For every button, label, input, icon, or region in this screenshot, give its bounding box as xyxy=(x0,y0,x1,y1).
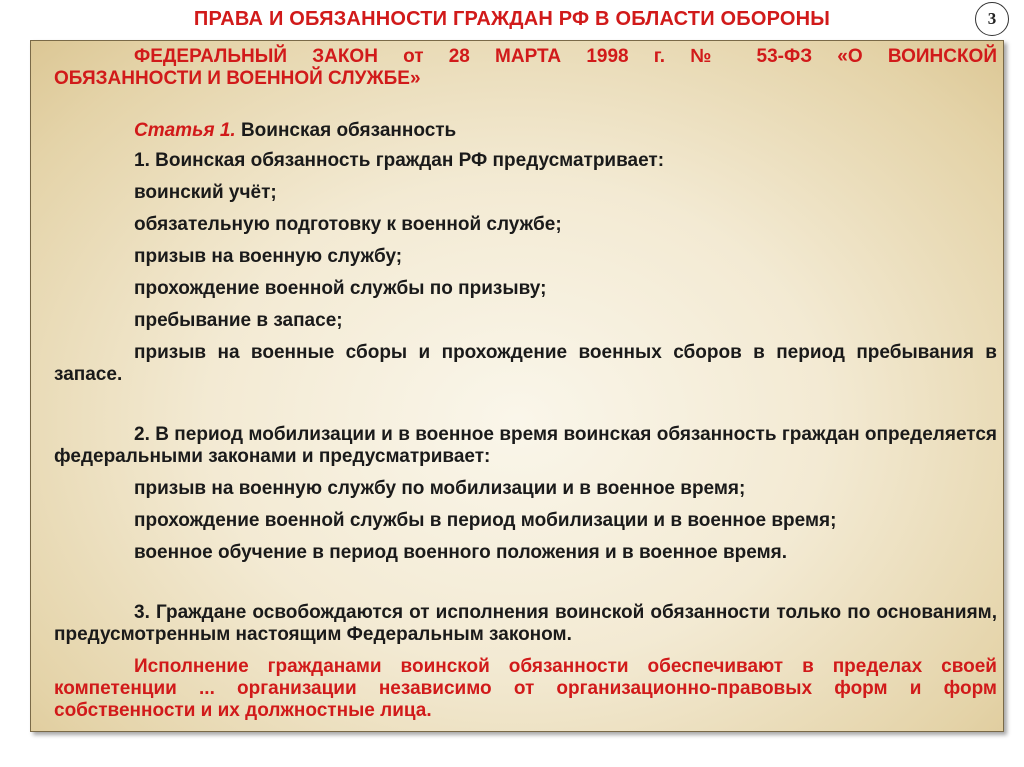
article-label: Статья 1. xyxy=(134,120,236,141)
section1-item-5: пребывание в запасе; xyxy=(134,310,343,331)
section3-note: Исполнение гражданами воинской обязанности обеспечивают в пределах своей компетенции ... организации независимо от организационно-правовых форм и форм собственности и их должностные лица. xyxy=(54,656,997,721)
section1-item-3: призыв на военную службу; xyxy=(134,246,403,267)
section2-intro: 2. В период мобилизации и в военное время воинская обязанность граждан определяется федеральными законами и предусматривает: xyxy=(54,424,997,467)
law-title-line1: ФЕДЕРАЛЬНЫЙ ЗАКОН от 28 МАРТА 1998 г. № 53-ФЗ «О ВОИНСКОЙ xyxy=(134,46,997,67)
section1-item-6: призыв на военные сборы и прохождение военных сборов в период пребывания в запасе. xyxy=(54,342,997,385)
section2-item-1: призыв на военную службу по мобилизации и в военное время; xyxy=(134,478,746,499)
section1-item-2: обязательную подготовку к военной службе; xyxy=(134,214,562,235)
section3-text: 3. Граждане освобождаются от исполнения воинской обязанности только по основаниям, предусмотренным настоящим Федеральным законом. xyxy=(54,602,997,645)
section1-item-4: прохождение военной службы по призыву; xyxy=(134,278,547,299)
page-number-badge: 3 xyxy=(975,2,1009,36)
law-title xyxy=(54,46,997,90)
article-heading xyxy=(54,120,997,142)
slide-content xyxy=(54,46,997,722)
law-title-line2: ОБЯЗАННОСТИ И ВОЕННОЙ СЛУЖБЕ» xyxy=(54,68,421,89)
article-name: Воинская обязанность xyxy=(235,120,457,141)
section1-item-1: воинский учёт; xyxy=(134,182,277,203)
section2-item-2: прохождение военной службы в период мобилизации и в военное время; xyxy=(134,510,837,531)
section1-intro: 1. Воинская обязанность граждан РФ предусматривает: xyxy=(134,150,665,171)
section2-item-3: военное обучение в период военного положения и в военное время. xyxy=(134,542,787,563)
slide-title: ПРАВА И ОБЯЗАННОСТИ ГРАЖДАН РФ В ОБЛАСТИ ОБОРОНЫ xyxy=(193,8,831,30)
